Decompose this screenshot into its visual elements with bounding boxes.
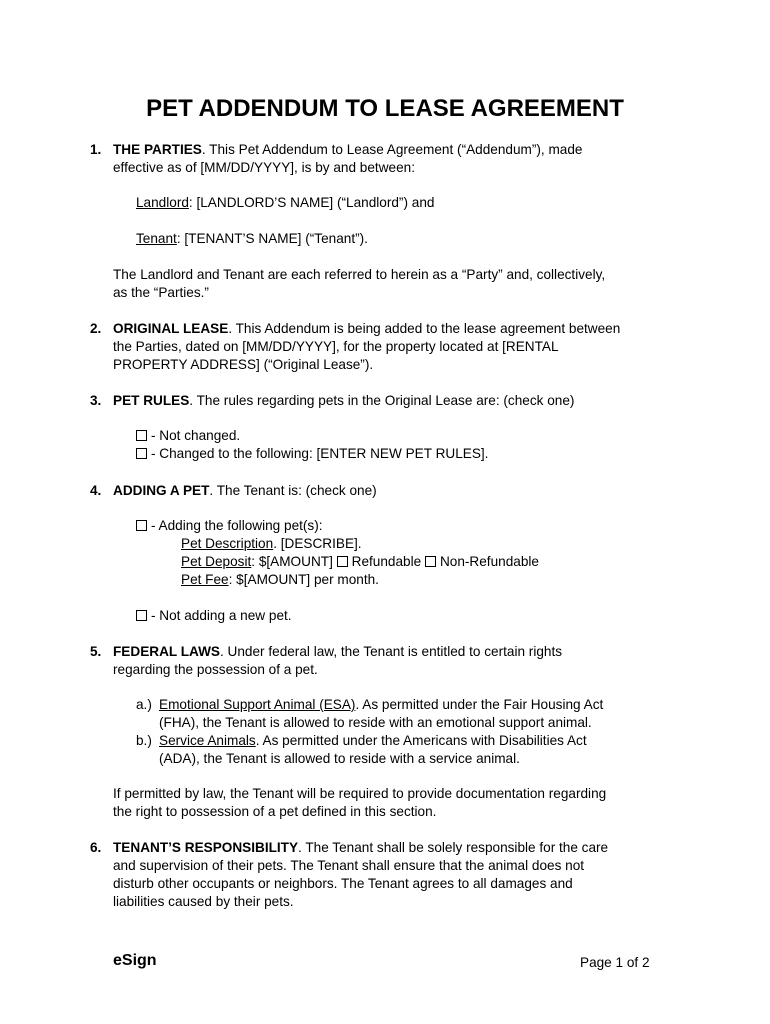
checkbox-not-adding-pet[interactable] <box>136 610 147 621</box>
checkbox-changed[interactable] <box>136 448 147 459</box>
section-text: liabilities caused by their pets. <box>113 894 294 909</box>
page-number: Page 1 of 2 <box>580 955 650 970</box>
section-heading: TENANT’S RESPONSIBILITY <box>113 840 299 855</box>
tenant-value: : [TENANT’S NAME] (“Tenant”). <box>176 231 368 246</box>
landlord-label: Landlord <box>136 195 189 210</box>
esa-text: (FHA), the Tenant is allowed to reside with an emotional support animal. <box>159 715 592 730</box>
list-marker: a.) <box>136 697 152 712</box>
service-animals-label: Service Animals <box>159 733 256 748</box>
section-heading: ADDING A PET <box>113 483 210 498</box>
pet-deposit-value: : $[AMOUNT] <box>251 554 333 569</box>
service-animals-text: (ADA), the Tenant is allowed to reside with a service animal. <box>159 751 520 766</box>
option-label: - Adding the following pet(s): <box>151 518 323 533</box>
checkbox-non-refundable[interactable] <box>425 556 436 567</box>
pet-fee-label: Pet Fee <box>181 572 229 587</box>
section-text: disturb other occupants or neighbors. The Tenant agrees to all damages and <box>113 876 573 891</box>
pet-description-value: . [DESCRIBE]. <box>273 536 362 551</box>
section-text: . This Addendum is being added to the lease agreement between <box>228 321 621 336</box>
section-text: . Under federal law, the Tenant is entitled to certain rights <box>220 644 563 659</box>
pet-deposit-label: Pet Deposit <box>181 554 252 569</box>
paragraph-line: as the “Parties.” <box>113 285 209 300</box>
section-heading: FEDERAL LAWS <box>113 644 220 659</box>
section-text: PROPERTY ADDRESS] (“Original Lease”). <box>113 357 374 372</box>
paragraph-line: If permitted by law, the Tenant will be required to provide documentation regarding <box>113 786 607 801</box>
section-number: 5. <box>90 644 102 659</box>
refundable-label: Refundable <box>351 554 422 569</box>
section-text: . The Tenant shall be solely responsible for the care <box>298 840 609 855</box>
document-title: PET ADDENDUM TO LEASE AGREEMENT <box>146 95 624 122</box>
esign-logo: eSign <box>113 952 157 969</box>
section-text: the Parties, dated on [MM/DD/YYYY], for the property located at [RENTAL <box>113 339 559 354</box>
pet-description-label: Pet Description <box>181 536 274 551</box>
section-number: 6. <box>90 840 102 855</box>
section-number: 2. <box>90 321 102 336</box>
list-marker: b.) <box>136 733 152 748</box>
paragraph-line: The Landlord and Tenant are each referred to herein as a “Party” and, collectively, <box>113 267 606 282</box>
section-text: . The rules regarding pets in the Original Lease are: (check one) <box>189 393 575 408</box>
section-heading: PET RULES <box>113 393 190 408</box>
non-refundable-label: Non-Refundable <box>439 554 539 569</box>
section-number: 1. <box>90 142 102 157</box>
landlord-value: : [LANDLORD’S NAME] (“Landlord”) and <box>188 195 435 210</box>
option-label: - Changed to the following: [ENTER NEW PET RULES]. <box>151 446 489 461</box>
paragraph-line: the right to possession of a pet defined in this section. <box>113 804 437 819</box>
tenant-label: Tenant <box>136 231 177 246</box>
section-text: . The Tenant is: (check one) <box>209 483 377 498</box>
section-heading: ORIGINAL LEASE <box>113 321 229 336</box>
section-text: and supervision of their pets. The Tenant shall ensure that the animal does not <box>113 858 585 873</box>
checkbox-refundable[interactable] <box>337 556 348 567</box>
section-number: 4. <box>90 483 102 498</box>
checkbox-adding-pet[interactable] <box>136 520 147 531</box>
pet-fee-value: : $[AMOUNT] per month. <box>228 572 379 587</box>
section-text: . This Pet Addendum to Lease Agreement (“Addendum”), made <box>201 142 583 157</box>
checkbox-not-changed[interactable] <box>136 430 147 441</box>
esa-text: . As permitted under the Fair Housing Act <box>355 697 604 712</box>
option-label: - Not adding a new pet. <box>151 608 292 623</box>
section-text: regarding the possession of a pet. <box>113 662 318 677</box>
section-text: effective as of [MM/DD/YYYY], is by and between: <box>113 160 415 175</box>
esa-label: Emotional Support Animal (ESA) <box>159 697 356 712</box>
service-animals-text: . As permitted under the Americans with Disabilities Act <box>255 733 587 748</box>
option-label: - Not changed. <box>151 428 241 443</box>
section-heading: THE PARTIES <box>113 142 202 157</box>
section-number: 3. <box>90 393 102 408</box>
